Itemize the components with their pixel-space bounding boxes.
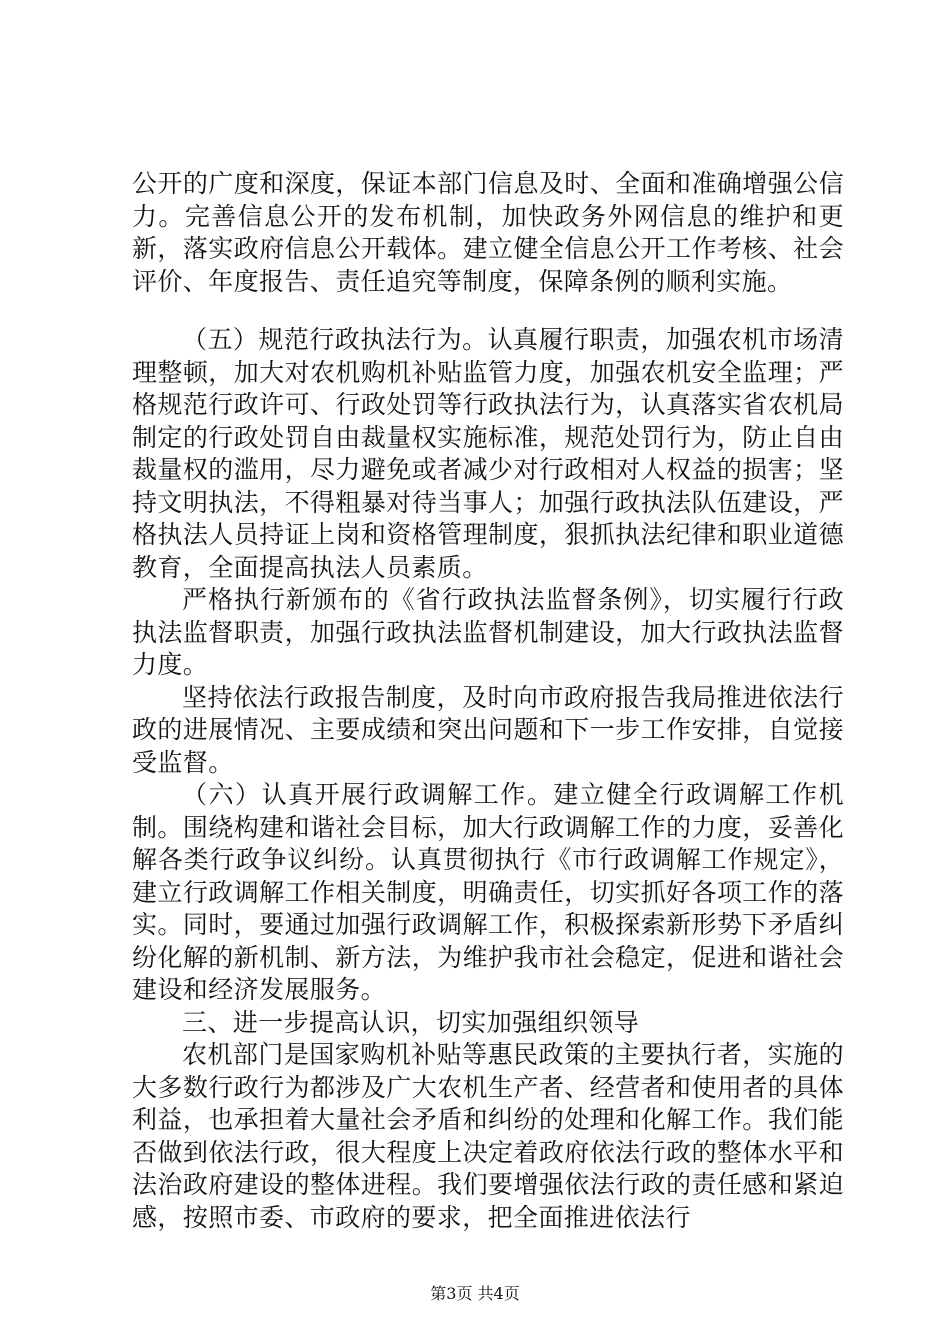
paragraph-reporting-system: 坚持依法行政报告制度，及时向市政府报告我局推进依法行政的进展情况、主要成绩和突出问题和下一步工作安排，自觉接受监督。: [132, 682, 844, 777]
paragraph-agricultural-dept: 农机部门是国家购机补贴等惠民政策的主要执行者，实施的大多数行政行为都涉及广大农机生产者、经营者和使用者的具体利益，也承担着大量社会矛盾和纠纷的处理和化解工作。我们能否做到依法行政，很大程度上决定着政府依法行政的整体水平和法治政府建设的整体进程。我们要增强依法行政的责任感和紧迫感，按照市委、市政府的要求，把全面推进依法行: [132, 1040, 844, 1232]
paragraph-section-five: （五）规范行政执法行为。认真履行职责，加强农机市场清理整顿，加大对农机购机补贴监管力度，加强农机安全监理；严格规范行政许可、行政处罚等行政执法行为，认真落实省农机局制定的行政处罚自由裁量权实施标准，规范处罚行为，防止自由裁量权的滥用，尽力避免或者减少对行政相对人权益的损害；坚持文明执法，不得粗暴对待当事人；加强行政执法队伍建设，严格执法人员持证上岗和资格管理制度，狠抓执法纪律和职业道德教育，全面提高执法人员素质。: [132, 325, 844, 582]
page-number-footer: 第3页 共4页: [430, 1284, 520, 1303]
document-body: [132, 168, 844, 1234]
paragraph-supervision-regulation: 严格执行新颁布的《省行政执法监督条例》，切实履行行政执法监督职责，加强行政执法监督机制建设，加大行政执法监督力度。: [132, 585, 844, 679]
paragraph-info-disclosure: 公开的广度和深度，保证本部门信息及时、全面和准确增强公信力。完善信息公开的发布机制，加快政务外网信息的维护和更新，落实政府信息公开载体。建立健全信息公开工作考核、社会评价、年度报告、责任追究等制度，保障条例的顺利实施。: [132, 169, 844, 296]
section-heading-three: 三、进一步提高认识，切实加强组织领导: [182, 1007, 640, 1037]
paragraph-section-six: （六）认真开展行政调解工作。建立健全行政调解工作机制。围绕构建和谐社会目标，加大行政调解工作的力度，妥善化解各类行政争议纠纷。认真贯彻执行《市行政调解工作规定》，建立行政调解工作相关制度，明确责任，切实抓好各项工作的落实。同时，要通过加强行政调解工作，积极探索新形势下矛盾纠纷化解的新机制、新方法，为维护我市社会稳定，促进和谐社会建设和经济发展服务。: [132, 780, 844, 1004]
